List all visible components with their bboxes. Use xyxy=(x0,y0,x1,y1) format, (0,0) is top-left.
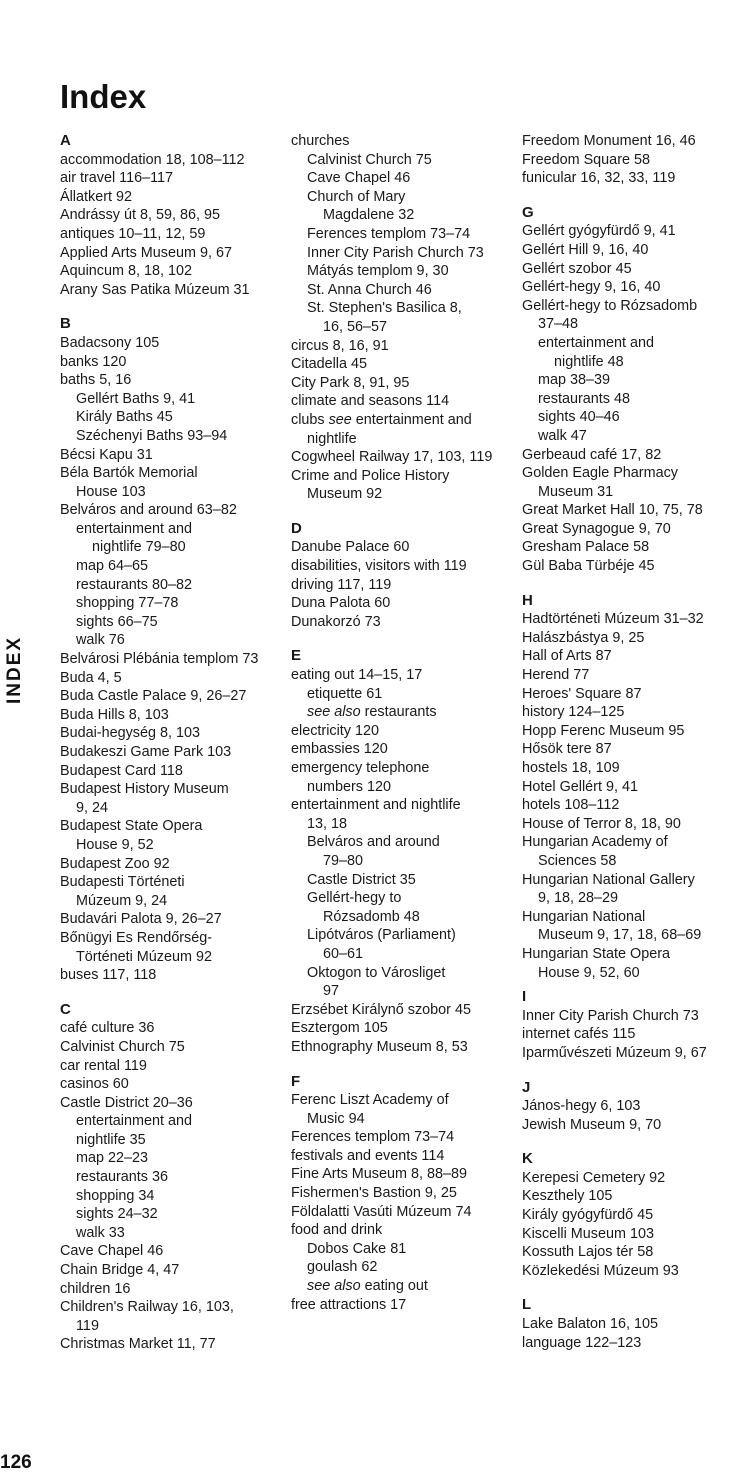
index-column-1 xyxy=(60,132,282,1354)
index-entry-continuation: Museum 9, 17, 18, 68–69 xyxy=(538,927,702,944)
index-subentry: Inner City Parish Church 73 xyxy=(307,244,484,261)
index-entry: Hungarian Academy of xyxy=(522,834,668,851)
index-entry: Buda Castle Palace 9, 26–27 xyxy=(60,688,247,705)
index-entry: Halászbástya 9, 25 xyxy=(522,629,645,646)
section-letter-b: B xyxy=(60,315,71,333)
entry-text: clubs xyxy=(291,411,329,428)
index-subentry: Cave Chapel 46 xyxy=(307,170,411,187)
index-entry: Budai-hegység 8, 103 xyxy=(60,725,201,742)
index-entry-continuation: 37–48 xyxy=(538,316,579,333)
index-entry: Iparművészeti Múzeum 9, 67 xyxy=(522,1044,707,1061)
index-entry-continuation: nightlife 79–80 xyxy=(92,539,186,556)
index-entry: Hungarian National xyxy=(522,908,646,925)
index-entry: Freedom Square 58 xyxy=(522,151,650,168)
index-entry: János-hegy 6, 103 xyxy=(522,1098,641,1115)
index-subentry: entertainment and xyxy=(76,1113,193,1130)
index-subentry: Church of Mary xyxy=(307,188,406,205)
index-entry: Chain Bridge 4, 47 xyxy=(60,1262,180,1279)
index-entry: Hungarian National Gallery xyxy=(522,871,695,888)
index-entry: Bécsi Kapu 31 xyxy=(60,446,153,463)
section-letter-i: I xyxy=(522,988,527,1006)
index-entry: car rental 119 xyxy=(60,1057,147,1074)
section-letter-g: G xyxy=(522,203,534,221)
index-entry: antiques 10–11, 12, 59 xyxy=(60,225,206,242)
index-entry: funicular 16, 32, 33, 119 xyxy=(522,170,676,187)
index-entry: Gül Baba Türbéje 45 xyxy=(522,558,655,575)
index-subentry: Dobos Cake 81 xyxy=(307,1240,407,1257)
see-reference: see xyxy=(328,411,352,428)
index-subentry: Király Baths 45 xyxy=(76,409,173,426)
index-entry-continuation: Magdalene 32 xyxy=(323,207,415,224)
index-subentry: Gellért Baths 9, 41 xyxy=(76,390,196,407)
index-entry: internet cafés 115 xyxy=(522,1026,636,1043)
index-entry: Gerbeaud café 17, 82 xyxy=(522,446,662,463)
index-subentry: entertainment and xyxy=(76,520,193,537)
index-entry: churches xyxy=(291,133,350,149)
index-entry-continuation: 9, 18, 28–29 xyxy=(538,890,619,907)
section-letter-d: D xyxy=(291,519,302,537)
index-entry: Béla Bartók Memorial xyxy=(60,465,198,482)
index-entry: emergency telephone xyxy=(291,760,430,776)
index-subentry: sights 24–32 xyxy=(76,1206,158,1223)
index-entry-continuation: nightlife 48 xyxy=(554,353,624,370)
index-entry-continuation: Museum 92 xyxy=(307,486,383,503)
index-entry: Cave Chapel 46 xyxy=(60,1243,164,1260)
index-subentry: goulash 62 xyxy=(307,1259,378,1276)
index-entry: language 122–123 xyxy=(522,1334,642,1351)
index-entry-continuation: Múzeum 9, 24 xyxy=(76,892,168,909)
index-entry-continuation: 119 xyxy=(76,1317,99,1334)
index-entry-continuation: Museum 31 xyxy=(538,483,614,500)
index-entry: Ferenc Liszt Academy of xyxy=(291,1092,449,1109)
index-entry: Budavári Palota 9, 26–27 xyxy=(60,911,222,928)
index-subentry xyxy=(291,703,519,722)
index-entry: Gellért-hegy 9, 16, 40 xyxy=(522,279,661,296)
entry-text: restaurants xyxy=(360,704,437,721)
index-subentry: map 22–23 xyxy=(76,1150,149,1167)
index-subentry: walk 76 xyxy=(76,632,125,649)
index-entry: buses 117, 118 xyxy=(60,967,157,984)
index-entry: Hősök tere 87 xyxy=(522,741,612,758)
index-entry-continuation: House 9, 52, 60 xyxy=(538,964,640,981)
index-entry: Hadtörténeti Múzeum 31–32 xyxy=(522,611,704,628)
index-subentry: Mátyás templom 9, 30 xyxy=(307,263,449,280)
section-letter-j: J xyxy=(522,1078,531,1096)
index-entry: Great Synagogue 9, 70 xyxy=(522,520,671,537)
index-entry: Citadella 45 xyxy=(291,356,368,373)
index-entry: children 16 xyxy=(60,1280,131,1297)
index-entry: Herend 77 xyxy=(522,667,590,684)
index-entry-continuation: 16, 56–57 xyxy=(323,318,388,335)
index-entry: Kerepesi Cemetery 92 xyxy=(522,1169,666,1186)
index-subentry: Ferences templom 73–74 xyxy=(307,225,471,242)
index-entry-continuation: Music 94 xyxy=(307,1110,365,1127)
index-entry: Castle District 20–36 xyxy=(60,1094,193,1111)
index-entry xyxy=(291,411,519,430)
index-entry-continuation: Történeti Múzeum 92 xyxy=(76,948,212,965)
index-entry: Közlekedési Múzeum 93 xyxy=(522,1262,679,1279)
index-subentry: Lipótváros (Parliament) xyxy=(307,927,456,944)
index-entry: Esztergom 105 xyxy=(291,1020,388,1037)
index-subentry: map 64–65 xyxy=(76,558,149,575)
index-entry: Arany Sas Patika Múzeum 31 xyxy=(60,281,250,298)
index-subentry: sights 40–46 xyxy=(538,409,620,426)
index-entry: Gellért szobor 45 xyxy=(522,260,632,277)
index-subentry: Széchenyi Baths 93–94 xyxy=(76,427,228,444)
page-number: 126 xyxy=(0,1452,32,1473)
index-entry: Hotel Gellért 9, 41 xyxy=(522,778,638,795)
index-entry-continuation: House 9, 52 xyxy=(76,836,154,853)
index-subentry: restaurants 80–82 xyxy=(76,576,193,593)
index-entry: free attractions 17 xyxy=(291,1296,407,1313)
index-entry: Gellért-hegy to Rózsadomb xyxy=(522,297,698,314)
page-title: Index xyxy=(60,78,147,115)
index-entry: Hopp Ferenc Museum 95 xyxy=(522,722,685,739)
index-entry: Aquincum 8, 18, 102 xyxy=(60,263,193,280)
index-entry: Buda 4, 5 xyxy=(60,669,122,686)
index-subentry: Gellért-hegy to xyxy=(307,890,402,907)
index-entry: Földalatti Vasúti Múzeum 74 xyxy=(291,1203,472,1220)
index-entry: Ethnography Museum 8, 53 xyxy=(291,1038,468,1055)
index-entry: climate and seasons 114 xyxy=(291,393,450,410)
index-column-3 xyxy=(522,132,742,1352)
index-entry: Keszthely 105 xyxy=(522,1188,613,1205)
index-subentry: shopping 34 xyxy=(76,1187,155,1204)
index-entry-continuation: nightlife 35 xyxy=(76,1131,146,1148)
index-subentry: entertainment and xyxy=(538,334,655,351)
index-subentry: shopping 77–78 xyxy=(76,595,179,612)
index-entry: disabilities, visitors with 119 xyxy=(291,558,467,575)
index-entry: Applied Arts Museum 9, 67 xyxy=(60,244,232,261)
index-entry: Budapesti Történeti xyxy=(60,874,185,891)
index-entry-continuation: 97 xyxy=(323,983,340,1000)
see-also-reference: see also xyxy=(307,1278,361,1295)
index-subentry: Calvinist Church 75 xyxy=(307,151,432,168)
index-entry: Gellért Hill 9, 16, 40 xyxy=(522,241,649,258)
index-subentry: St. Stephen's Basilica 8, xyxy=(307,300,462,317)
index-entry: hotels 108–112 xyxy=(522,797,620,814)
index-entry: Great Market Hall 10, 75, 78 xyxy=(522,502,703,519)
index-entry: Calvinist Church 75 xyxy=(60,1038,185,1055)
index-subentry: etiquette 61 xyxy=(307,685,383,702)
index-subentry: Oktogon to Városliget xyxy=(307,964,446,981)
index-entry: Freedom Monument 16, 46 xyxy=(522,133,696,149)
index-entry: Christmas Market 11, 77 xyxy=(60,1336,216,1353)
index-entry-continuation: Rózsadomb 48 xyxy=(323,908,420,925)
index-subentry: sights 66–75 xyxy=(76,613,158,630)
index-entry: circus 8, 16, 91 xyxy=(291,337,389,354)
see-also-reference: see also xyxy=(307,704,361,721)
index-entry: Ferences templom 73–74 xyxy=(291,1129,455,1146)
index-entry: Kossuth Lajos tér 58 xyxy=(522,1244,654,1261)
index-entry: Badacsony 105 xyxy=(60,334,160,351)
entry-text: eating out xyxy=(360,1278,428,1295)
index-entry: café culture 36 xyxy=(60,1020,155,1037)
index-subentry: walk 47 xyxy=(538,427,587,444)
index-entry: Golden Eagle Pharmacy xyxy=(522,465,678,482)
index-entry: food and drink xyxy=(291,1222,383,1239)
index-entry: Hungarian State Opera xyxy=(522,945,670,962)
entry-text: entertainment and xyxy=(351,411,472,428)
index-entry-continuation: 13, 18 xyxy=(307,815,348,832)
index-entry: Erzsébet Királynő szobor 45 xyxy=(291,1001,471,1018)
index-subentry: restaurants 36 xyxy=(76,1169,168,1186)
index-entry: Buda Hills 8, 103 xyxy=(60,706,169,723)
index-entry-continuation: Sciences 58 xyxy=(538,852,617,869)
index-entry: air travel 116–117 xyxy=(60,170,174,187)
index-entry: accommodation 18, 108–112 xyxy=(60,151,245,168)
index-entry: Hall of Arts 87 xyxy=(522,648,612,665)
index-entry: Király gyógyfürdő 45 xyxy=(522,1207,654,1224)
index-entry: Belvárosi Plébánia templom 73 xyxy=(60,651,259,668)
index-entry: Budapest Zoo 92 xyxy=(60,855,170,872)
index-entry: Duna Palota 60 xyxy=(291,595,391,612)
index-entry: Kiscelli Museum 103 xyxy=(522,1225,654,1242)
index-entry: Lake Balaton 16, 105 xyxy=(522,1316,659,1333)
section-letter-l: L xyxy=(522,1296,532,1314)
index-entry: House of Terror 8, 18, 90 xyxy=(522,815,681,832)
side-section-label: INDEX xyxy=(4,635,25,704)
index-entry: history 124–125 xyxy=(522,704,625,721)
index-entry: baths 5, 16 xyxy=(60,372,132,389)
index-entry: hostels 18, 109 xyxy=(522,760,620,776)
section-letter-f: F xyxy=(291,1072,301,1090)
index-entry: Belváros and around 63–82 xyxy=(60,502,237,519)
section-letter-h: H xyxy=(522,591,533,609)
index-entry: Budapest Card 118 xyxy=(60,762,183,779)
index-subentry: walk 33 xyxy=(76,1224,125,1241)
section-letter-a: A xyxy=(60,132,71,149)
index-column-2 xyxy=(291,132,519,1314)
index-entry: banks 120 xyxy=(60,353,127,370)
index-entry: Bőnügyi Es Rendőrség- xyxy=(60,929,212,946)
index-entry: Fine Arts Museum 8, 88–89 xyxy=(291,1166,467,1183)
index-entry: Jewish Museum 9, 70 xyxy=(522,1116,662,1133)
index-entry: entertainment and nightlife xyxy=(291,797,461,814)
index-entry: electricity 120 xyxy=(291,722,379,739)
index-entry: Andrássy út 8, 59, 86, 95 xyxy=(60,207,220,224)
section-letter-e: E xyxy=(291,647,302,665)
section-letter-k: K xyxy=(522,1150,533,1168)
index-entry-continuation: 79–80 xyxy=(323,852,364,869)
index-subentry: map 38–39 xyxy=(538,372,611,389)
index-entry: Danube Palace 60 xyxy=(291,539,410,556)
index-entry: Budapest State Opera xyxy=(60,818,203,835)
index-entry-continuation: numbers 120 xyxy=(307,778,391,795)
index-entry: eating out 14–15, 17 xyxy=(291,667,423,684)
index-entry: casinos 60 xyxy=(60,1076,129,1093)
index-entry: festivals and events 114 xyxy=(291,1147,445,1164)
index-subentry: Belváros and around xyxy=(307,834,440,851)
index-entry: Fishermen's Bastion 9, 25 xyxy=(291,1185,457,1202)
index-entry: Állatkert 92 xyxy=(60,188,132,205)
index-entry: Gresham Palace 58 xyxy=(522,539,650,556)
index-entry: City Park 8, 91, 95 xyxy=(291,374,410,391)
index-subentry xyxy=(291,1277,519,1296)
index-entry: Crime and Police History xyxy=(291,467,450,484)
index-entry: Heroes' Square 87 xyxy=(522,685,642,702)
section-letter-c: C xyxy=(60,1000,71,1018)
index-entry-continuation: 60–61 xyxy=(323,945,364,962)
index-entry-continuation: nightlife xyxy=(307,430,357,447)
index-subentry: restaurants 48 xyxy=(538,390,630,407)
index-entry: embassies 120 xyxy=(291,741,388,758)
index-entry: Cogwheel Railway 17, 103, 119 xyxy=(291,449,493,466)
index-entry: Gellért gyógyfürdő 9, 41 xyxy=(522,223,676,240)
index-entry-continuation: 9, 24 xyxy=(76,799,109,816)
index-entry: Budapest History Museum xyxy=(60,781,229,798)
index-entry: driving 117, 119 xyxy=(291,576,392,593)
index-entry: Children's Railway 16, 103, xyxy=(60,1299,234,1316)
index-subentry: Castle District 35 xyxy=(307,871,416,888)
index-entry: Dunakorzó 73 xyxy=(291,613,381,630)
index-entry: Inner City Parish Church 73 xyxy=(522,1007,699,1024)
index-entry-continuation: House 103 xyxy=(76,483,146,500)
index-subentry: St. Anna Church 46 xyxy=(307,281,432,298)
index-entry: Budakeszi Game Park 103 xyxy=(60,744,232,760)
